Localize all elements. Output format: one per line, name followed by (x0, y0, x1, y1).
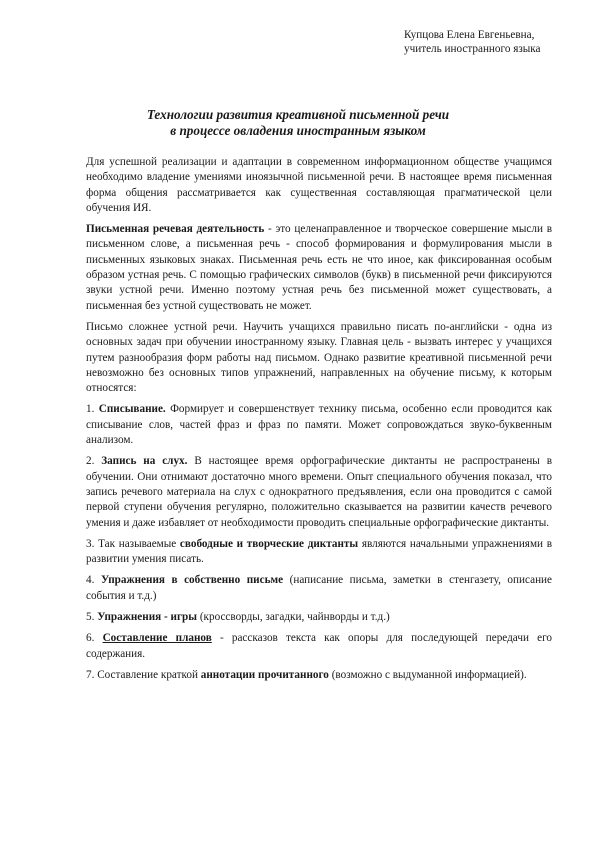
list-item-3 (86, 537, 552, 568)
item-number: 6. (86, 632, 103, 645)
title-line-1: Технологии развития креативной письменной речи (146, 107, 450, 122)
item-text: (написание письма, заметки в стенгазету, описание события и т.д.) (86, 574, 553, 602)
list-item-7 (86, 668, 552, 683)
list-item-4 (86, 573, 552, 604)
document-title (0, 107, 596, 139)
item-text: Формирует и совершенствует технику письма, особенно если проводится как списывание слов, частей фраз и фраз по памяти. Может сопровождаться звуко-буквенным анализом. (86, 403, 553, 447)
paragraph-definition (86, 222, 552, 314)
item-number: 1. (86, 403, 99, 416)
author-position: учитель иностранного языка (404, 43, 541, 55)
list-item-2 (86, 454, 552, 530)
item-term: Списывание. (98, 403, 166, 416)
definition-text: - это целенаправленное и творческое совершение мысли в письменном слове, а письменная речь - способ формирования и формулирования мысли в письменных языковых знаках. Письменная речь есть не что иное, как фиксированная особым образом устная речь. С помощью графических символов (букв) в письменной речи фиксируются звуки устной речи. Именно поэтому устная речь без письменной может существовать, а письменная без устной существовать не может. (86, 223, 552, 312)
item-prefix: 7. Составление краткой (86, 668, 201, 681)
item-number: 5. (86, 611, 98, 624)
item-term: Запись на слух. (101, 455, 188, 468)
item-term: Упражнения в собственно письме (100, 574, 284, 587)
author-name: Купцова Елена Евгеньевна, (404, 29, 535, 41)
item-term: Упражнения - игры (97, 611, 198, 624)
title-line-2: в процессе овладения иностранным языком (170, 123, 426, 138)
item-text: В настоящее время орфографические диктанты не распространены в обучении. Они отнимают достаточно много времени. Опыт специального обучения показал, что запись речевого материала на слух с однократного предъявления, если она проводится с самой первой ступени обучения регулярно, положительно сказывается на развитии качеств речевого умения и даже избавляет от необходимости проводить специальные орфографические диктанты. (86, 455, 552, 529)
item-term: свободные и творческие диктанты (179, 537, 359, 550)
item-text: (кроссворды, загадки, чайнворды и т.д.) (197, 611, 390, 624)
item-text: являются начальными упражнениями в развитии умения писать. (86, 537, 552, 566)
paragraph-intro: Для успешной реализации и адаптации в современном информационном обществе учащимся необходимо владение умениями иноязычной письменной речи. В настоящее время письменная форма общения рассматривается как существенная составляющая прагматической цели обучения ИЯ. (86, 156, 552, 214)
item-number: 2. (86, 455, 102, 468)
list-item-5 (86, 610, 552, 625)
item-text: - рассказов текста как опоры для последующей передачи его содержания. (86, 632, 553, 660)
term-written-speech: Письменная речевая деятельность (86, 223, 265, 236)
item-prefix: 3. Так называемые (86, 537, 180, 550)
list-item-6 (86, 631, 552, 662)
paragraph-writing-difficulty: Письмо сложнее устной речи. Научить учащихся правильно писать по-английски - одна из основных задач при обучении иностранному языку. Главная цель - вызвать интерес у учащихся путем разнообразия форм работы над письмом. Однако развитие креативной письменной речи невозможно без основных типов упражнений, направленных на обучение письму, к которым относятся: (86, 320, 552, 395)
item-text: (возможно с выдуманной информацией). (328, 668, 527, 681)
document-body (86, 155, 552, 689)
list-item-1 (86, 402, 552, 448)
author-block (404, 28, 541, 56)
item-number: 4. (86, 574, 101, 587)
item-term: Составление планов (102, 632, 212, 645)
item-term: аннотации прочитанного (200, 668, 329, 681)
